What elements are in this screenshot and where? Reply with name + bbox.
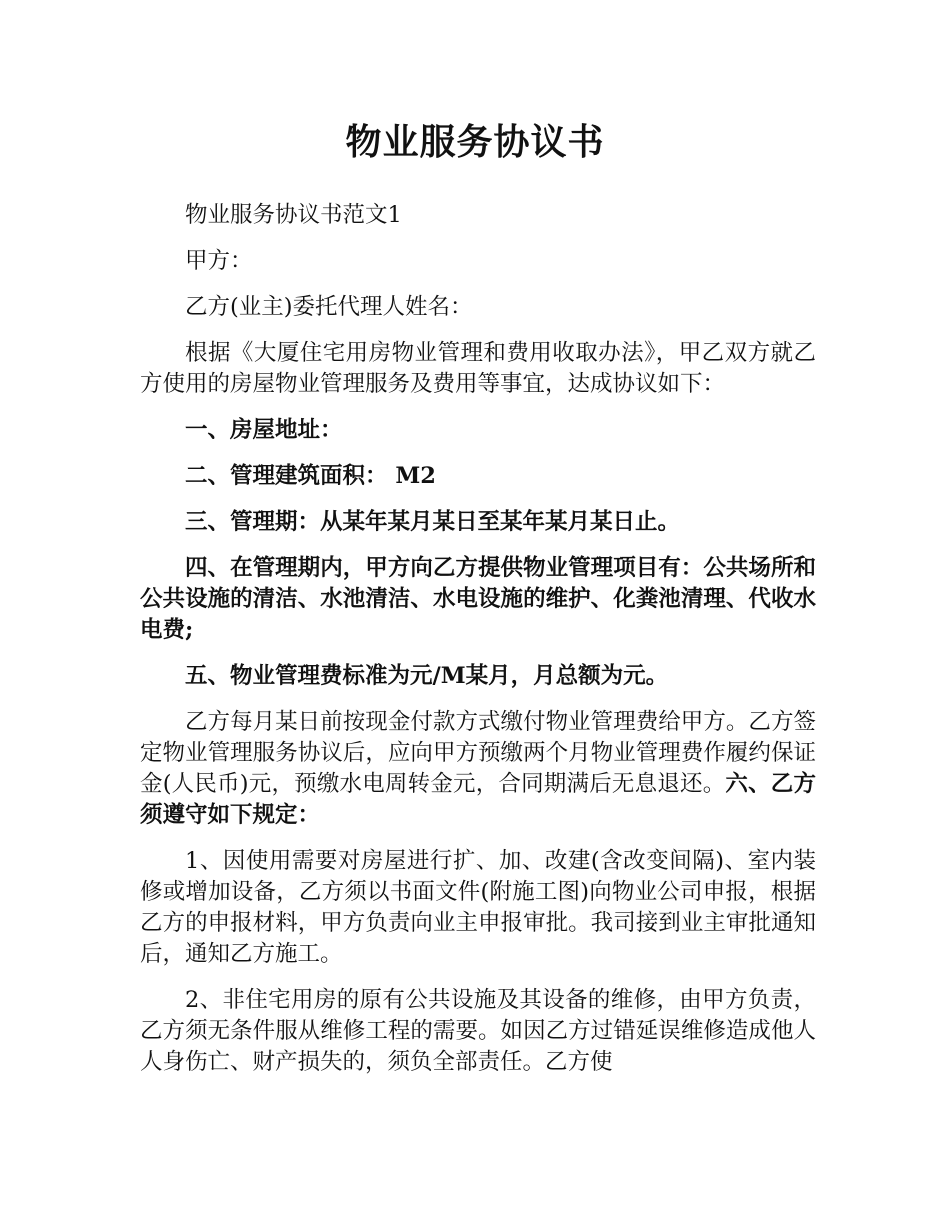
rule-2-maintenance: 2、非住宅用房的原有公共设施及其设备的维修，由甲方负责，乙方须无条件服从维修工程的需要。如因乙方过错延误维修造成他人人身伤亡、财产损失的，须负全部责任。乙方使 — [140, 987, 816, 1075]
clause-5-fee: 五、物业管理费标准为元/M某月，月总额为元。 — [185, 663, 669, 689]
paragraph-party-b: 乙方(业主)委托代理人姓名： — [185, 294, 473, 320]
document-title: 物业服务协议书 — [345, 121, 605, 163]
clause-2-area: 二、管理建筑面积： M2 — [185, 463, 436, 489]
paragraph-party-a: 甲方： — [185, 248, 253, 274]
paragraph-heading-sample: 物业服务协议书范文1 — [185, 202, 402, 228]
rule-1-renovation: 1、因使用需要对房屋进行扩、加、改建(含改变间隔)、室内装修或增加设备，乙方须以书面文件(附施工图)向物业公司申报，根据乙方的申报材料，甲方负责向业主申报审批。我司接到业主审批通知后，通知乙方施工。 — [140, 848, 816, 967]
clause-3-period: 三、管理期：从某年某月某日至某年某月某日止。 — [185, 509, 681, 535]
paragraph-preamble: 根据《大厦住宅用房物业管理和费用收取办法》，甲乙双方就乙方使用的房屋物业管理服务及费用等事宜，达成协议如下： — [140, 340, 816, 397]
clause-1-address: 一、房屋地址： — [185, 417, 343, 443]
paragraph-payment — [140, 707, 816, 831]
clause-6-heading: 六、乙方须遵守如下规定： — [140, 771, 816, 828]
clause-4-services: 四、在管理期内，甲方向乙方提供物业管理项目有：公共场所和公共设施的清洁、水池清洁、水电设施的维护、化粪池清理、代收水电费; — [140, 555, 816, 643]
document-body — [140, 200, 816, 1093]
paragraph-payment-text: 乙方每月某日前按现金付款方式缴付物业管理费给甲方。乙方签定物业管理服务协议后，应向甲方预缴两个月物业管理费作履约保证金(人民币)元，预缴水电周转金元，合同期满后无息退还。 — [140, 709, 816, 797]
